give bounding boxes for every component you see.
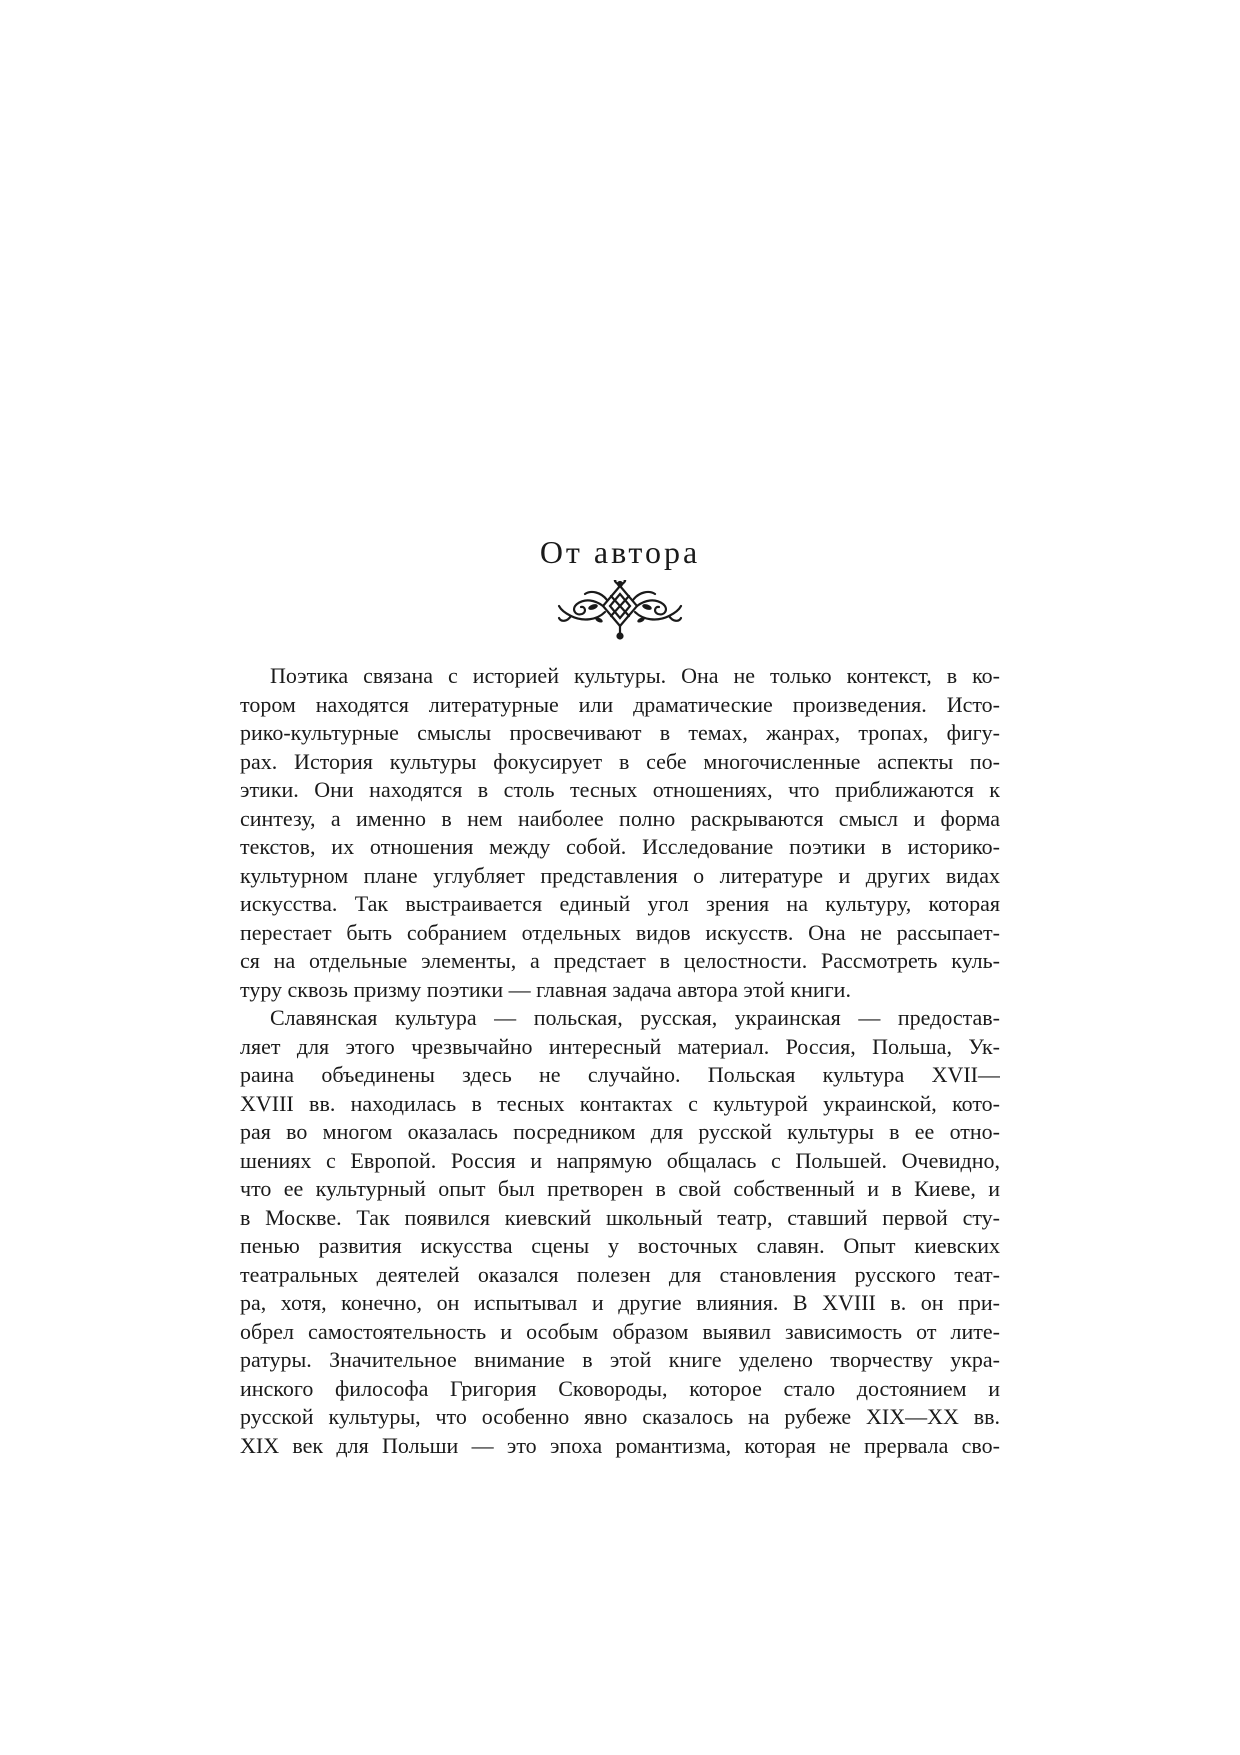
text-line: тором находятся литературные или драматические произведения. Исто- (240, 691, 1000, 717)
text-line: ра, хотя, конечно, он испытывал и другие влияния. В XVIII в. он при- (240, 1290, 1000, 1315)
floral-ornament-icon (555, 580, 685, 640)
text-line: шениях с Европой. Россия и напрямую общалась с Польшей. Очевидно, (240, 1147, 1000, 1173)
text-line: ратуры. Значительное внимание в этой книге уделено творчеству укра- (240, 1347, 1000, 1372)
text-line: раина объединены здесь не случайно. Польская культура XVII— (240, 1062, 1000, 1087)
chapter-title: От автора (539, 534, 701, 570)
text-line: инского философа Григория Сковороды, которое стало достоянием и (240, 1375, 1000, 1401)
text-line: искусства. Так выстраивается единый угол зрения на культуру, которая (240, 891, 1000, 916)
text-line: обрел самостоятельность и особым образом выявил зависимость от лите- (240, 1318, 1000, 1344)
text-line: в Москве. Так появился киевский школьный театр, ставший первой сту- (240, 1204, 1000, 1230)
text-line: рико-культурные смыслы просвечивают в темах, жанрах, тропах, фигу- (240, 720, 1000, 745)
text-line: культурном плане углубляет представления о литературе и других видах (240, 862, 1000, 888)
text-line: рая во многом оказалась посредником для русской культуры в ее отно- (240, 1119, 1000, 1144)
text-line: этики. Они находятся в столь тесных отношениях, что приближаются к (240, 777, 1000, 802)
text-line: ляет для этого чрезвычайно интересный материал. Россия, Польша, Ук- (240, 1033, 1000, 1059)
text-line: рах. История культуры фокусирует в себе многочисленные аспекты по- (240, 748, 1000, 774)
text-line: ся на отдельные элементы, а предстает в целостности. Рассмотреть куль- (240, 948, 1000, 973)
text-line: пенью развития искусства сцены у восточных славян. Опыт киевских (240, 1233, 1000, 1258)
text-line: что ее культурный опыт был претворен в свой собственный и в Киеве, и (240, 1176, 1000, 1201)
text-line: XVIII вв. находилась в тесных контактах с культурой украинской, кото- (240, 1090, 1000, 1116)
text-line: туру сквозь призму поэтики — главная задача автора этой книги. (240, 976, 851, 1002)
text-line: перестает быть собранием отдельных видов искусств. Она не рассыпает- (240, 919, 1000, 945)
body-text (240, 662, 1000, 1460)
text-line: Поэтика связана с историей культуры. Она не только контекст, в ко- (270, 663, 1000, 688)
text-line: XIX век для Польши — это эпоха романтизма, которая не прервала сво- (240, 1432, 1000, 1458)
text-line: синтезу, а именно в нем наиболее полно раскрываются смысл и форма (240, 805, 1000, 831)
text-line: Славянская культура — польская, русская, украинская — предостав- (270, 1005, 1000, 1030)
text-line: театральных деятелей оказался полезен для становления русского теат- (240, 1261, 1000, 1287)
text-line: русской культуры, что особенно явно сказалось на рубеже XIX—XX вв. (240, 1404, 1000, 1429)
text-line: текстов, их отношения между собой. Исследование поэтики в историко- (240, 834, 1000, 859)
